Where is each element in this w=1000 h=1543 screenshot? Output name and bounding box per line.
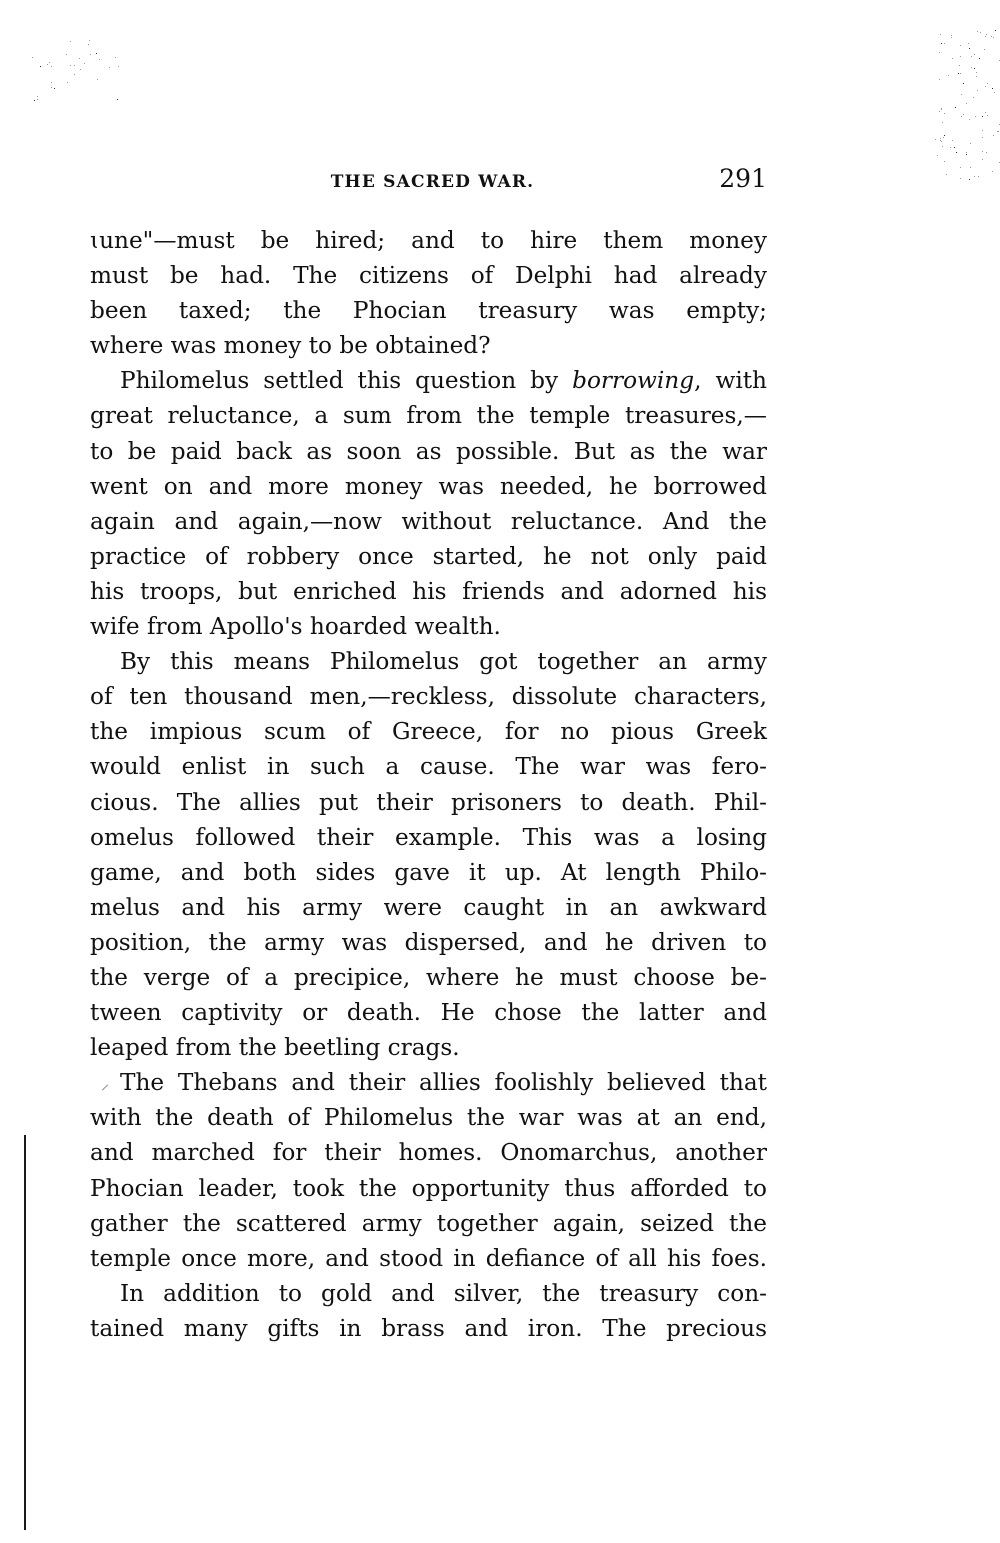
scan-speck (977, 31, 978, 32)
scan-speck (88, 44, 89, 45)
text-line: tween captivity or death. He chose the latter and (90, 999, 767, 1027)
scan-speck (89, 40, 90, 41)
scan-speck (982, 130, 983, 131)
text-line: the verge of a precipice, where he must choose be- (90, 963, 767, 991)
scan-speck (993, 135, 994, 136)
text-line: been taxed; the Phocian treasury was empty; (90, 297, 767, 325)
scan-speck (97, 79, 98, 80)
text-line: and marched for their homes. Onomarchus, another (90, 1139, 767, 1167)
scan-speck (963, 114, 964, 115)
scan-speck (982, 151, 983, 152)
scan-speck (943, 137, 944, 138)
scan-speck (70, 41, 71, 42)
scan-speck (109, 67, 110, 68)
scan-speck (987, 115, 988, 116)
text-line: of ten thousand men,—reckless, dissolute characters, (90, 683, 767, 711)
scan-speck (944, 135, 945, 136)
scan-speck (941, 141, 942, 142)
scan-speck (944, 43, 945, 44)
scan-speck (37, 99, 38, 100)
text-line: his troops, but enriched his friends and adorned his (90, 577, 767, 605)
text-line: gather the scattered army together again, seized the (90, 1209, 767, 1237)
scan-speck (54, 88, 55, 89)
scan-speck (944, 113, 945, 114)
scan-speck (951, 35, 952, 36)
scan-speck (66, 54, 67, 55)
text-line: tained many gifts in brass and iron. The precious (90, 1314, 767, 1342)
scan-speck (937, 155, 938, 156)
scan-speck (971, 67, 972, 68)
scan-speck (935, 139, 936, 140)
text-line: with the death of Philomelus the war was at an end, (90, 1104, 767, 1132)
text-line: ɩune"—must be hired; and to hire them money (90, 227, 767, 254)
scan-speck (32, 57, 33, 58)
scan-speck (982, 116, 983, 117)
scan-speck (118, 66, 119, 67)
scan-speck (992, 171, 993, 172)
scan-speck (96, 53, 97, 54)
scan-speck (51, 66, 52, 67)
scan-speck (979, 58, 980, 59)
scan-speck (976, 72, 977, 73)
binding-edge-line (24, 1135, 26, 1530)
text-line: position, the army was dispersed, and he driven to (90, 928, 767, 956)
text-line: game, and both sides gave it up. At length Philo- (90, 858, 767, 886)
paragraph (90, 223, 767, 363)
text-line: must be had. The citizens of Delphi had already (90, 262, 767, 290)
scan-speck (70, 65, 71, 66)
scan-speck (67, 82, 68, 83)
scan-speck (985, 36, 986, 37)
scan-speck (950, 147, 951, 148)
scan-noise (935, 30, 1000, 180)
scan-speck (939, 79, 940, 80)
text-line: Phocian leader, took the opportunity thus afforded to (90, 1174, 767, 1202)
scan-speck (975, 116, 976, 117)
scan-speck (971, 56, 972, 57)
text-line: went on and more money was needed, he borrowed (90, 472, 767, 500)
scan-speck (946, 174, 947, 175)
scan-speck (982, 137, 983, 138)
scan-speck (985, 86, 986, 87)
scan-speck (79, 58, 80, 59)
scan-speck (993, 37, 994, 38)
text-line: In addition to gold and silver, the treasury con- (120, 1279, 767, 1307)
text-line: melus and his army were caught in an awkward (90, 893, 767, 921)
scan-speck (966, 152, 967, 153)
scan-speck (960, 73, 961, 74)
text-line: to be paid back as soon as possible. But as the war (90, 437, 767, 465)
scan-speck (974, 176, 975, 177)
scan-speck (986, 34, 987, 35)
scan-speck (974, 54, 975, 55)
body-text (90, 223, 767, 1346)
scan-speck (117, 99, 118, 100)
scan-speck (960, 56, 961, 57)
scan-speck (942, 122, 943, 123)
scan-speck (966, 103, 967, 104)
scan-speck (952, 140, 953, 141)
scan-speck (984, 49, 985, 50)
scan-speck (969, 119, 970, 120)
scan-speck (974, 68, 975, 69)
scan-speck (944, 161, 945, 162)
scan-speck (982, 159, 983, 160)
scan-speck (940, 140, 941, 141)
scan-speck (84, 63, 85, 64)
scan-speck (973, 97, 974, 98)
scan-speck (952, 58, 953, 59)
paragraph (90, 1065, 767, 1276)
text-line (90, 363, 767, 398)
scan-speck (40, 66, 41, 67)
scan-speck (994, 92, 995, 93)
scan-speck (956, 152, 957, 153)
scan-speck (985, 112, 986, 113)
scan-speck (34, 100, 35, 101)
text-line: great reluctance, a sum from the temple treasures,— (90, 402, 767, 430)
scan-speck (963, 83, 964, 84)
scan-speck (939, 52, 940, 53)
scan-speck (960, 45, 961, 46)
scan-speck (958, 73, 959, 74)
scan-noise (30, 35, 120, 105)
scan-speck (115, 57, 116, 58)
text-line: omelus followed their example. This was a losing (90, 823, 767, 851)
text-span: Philomelus settled this question by (120, 367, 573, 395)
text-line: practice of robbery once started, he not only paid (90, 542, 767, 570)
scan-speck (80, 69, 81, 70)
scan-speck (74, 74, 75, 75)
scan-speck (986, 152, 987, 153)
text-line: cious. The allies put their prisoners to death. Phil- (90, 788, 767, 816)
scan-speck (960, 178, 961, 179)
text-line: temple once more, and stood in defiance of all his foes. (90, 1244, 767, 1272)
scan-speck (941, 43, 942, 44)
scan-speck (966, 154, 967, 155)
text-line: again and again,—now without reluctance. And the (90, 507, 767, 535)
scan-speck (49, 62, 50, 63)
scan-speck (47, 64, 48, 65)
text-line: wife from Apollo's hoarded wealth. (90, 613, 501, 641)
scan-speck (959, 65, 960, 66)
running-title: THE SACRED WAR. (330, 172, 535, 192)
scan-speck (948, 75, 949, 76)
scan-speck (961, 116, 962, 117)
page-number: 291 (719, 164, 767, 193)
scan-speck (51, 82, 52, 83)
scan-speck (961, 94, 962, 95)
paragraph (90, 363, 767, 644)
scan-speck (978, 176, 979, 177)
scan-speck (960, 167, 961, 168)
scan-speck (951, 37, 952, 38)
scan-speck (99, 59, 100, 60)
scan-speck (991, 36, 992, 37)
scan-speck (980, 32, 981, 33)
scan-speck (970, 143, 971, 144)
scan-speck (969, 48, 970, 49)
scan-speck (90, 54, 91, 55)
scan-speck (977, 90, 978, 91)
text-line: The Thebans and their allies foolishly believed that (120, 1069, 767, 1097)
text-line: would enlist in such a cause. The war was fero- (90, 753, 767, 781)
scan-speck (995, 30, 996, 31)
scan-speck (998, 131, 999, 132)
text-span: , with (694, 367, 767, 395)
paragraph (90, 1276, 767, 1346)
scan-speck (976, 76, 977, 77)
scan-speck (942, 146, 943, 147)
italic-word: borrowing (572, 367, 695, 395)
scan-speck (940, 138, 941, 139)
scan-speck (941, 109, 942, 110)
scan-speck (955, 107, 956, 108)
scan-speck (51, 87, 52, 88)
text-line: the impious scum of Greece, for no pious Greek (90, 718, 767, 746)
scan-speck (987, 83, 988, 84)
paragraph (90, 644, 767, 1065)
scan-speck (970, 167, 971, 168)
text-line: By this means Philomelus got together an army (120, 648, 767, 676)
text-line: leaped from the beetling crags. (90, 1034, 460, 1062)
scan-speck (968, 43, 969, 44)
scan-speck (940, 34, 941, 35)
running-head (90, 164, 767, 198)
scan-speck (969, 179, 970, 180)
scan-speck (74, 65, 75, 66)
scan-speck (954, 147, 955, 148)
scan-speck (37, 96, 38, 97)
text-line: where was money to be obtained? (90, 332, 491, 360)
scan-speck (939, 111, 940, 112)
scan-speck (992, 88, 993, 89)
